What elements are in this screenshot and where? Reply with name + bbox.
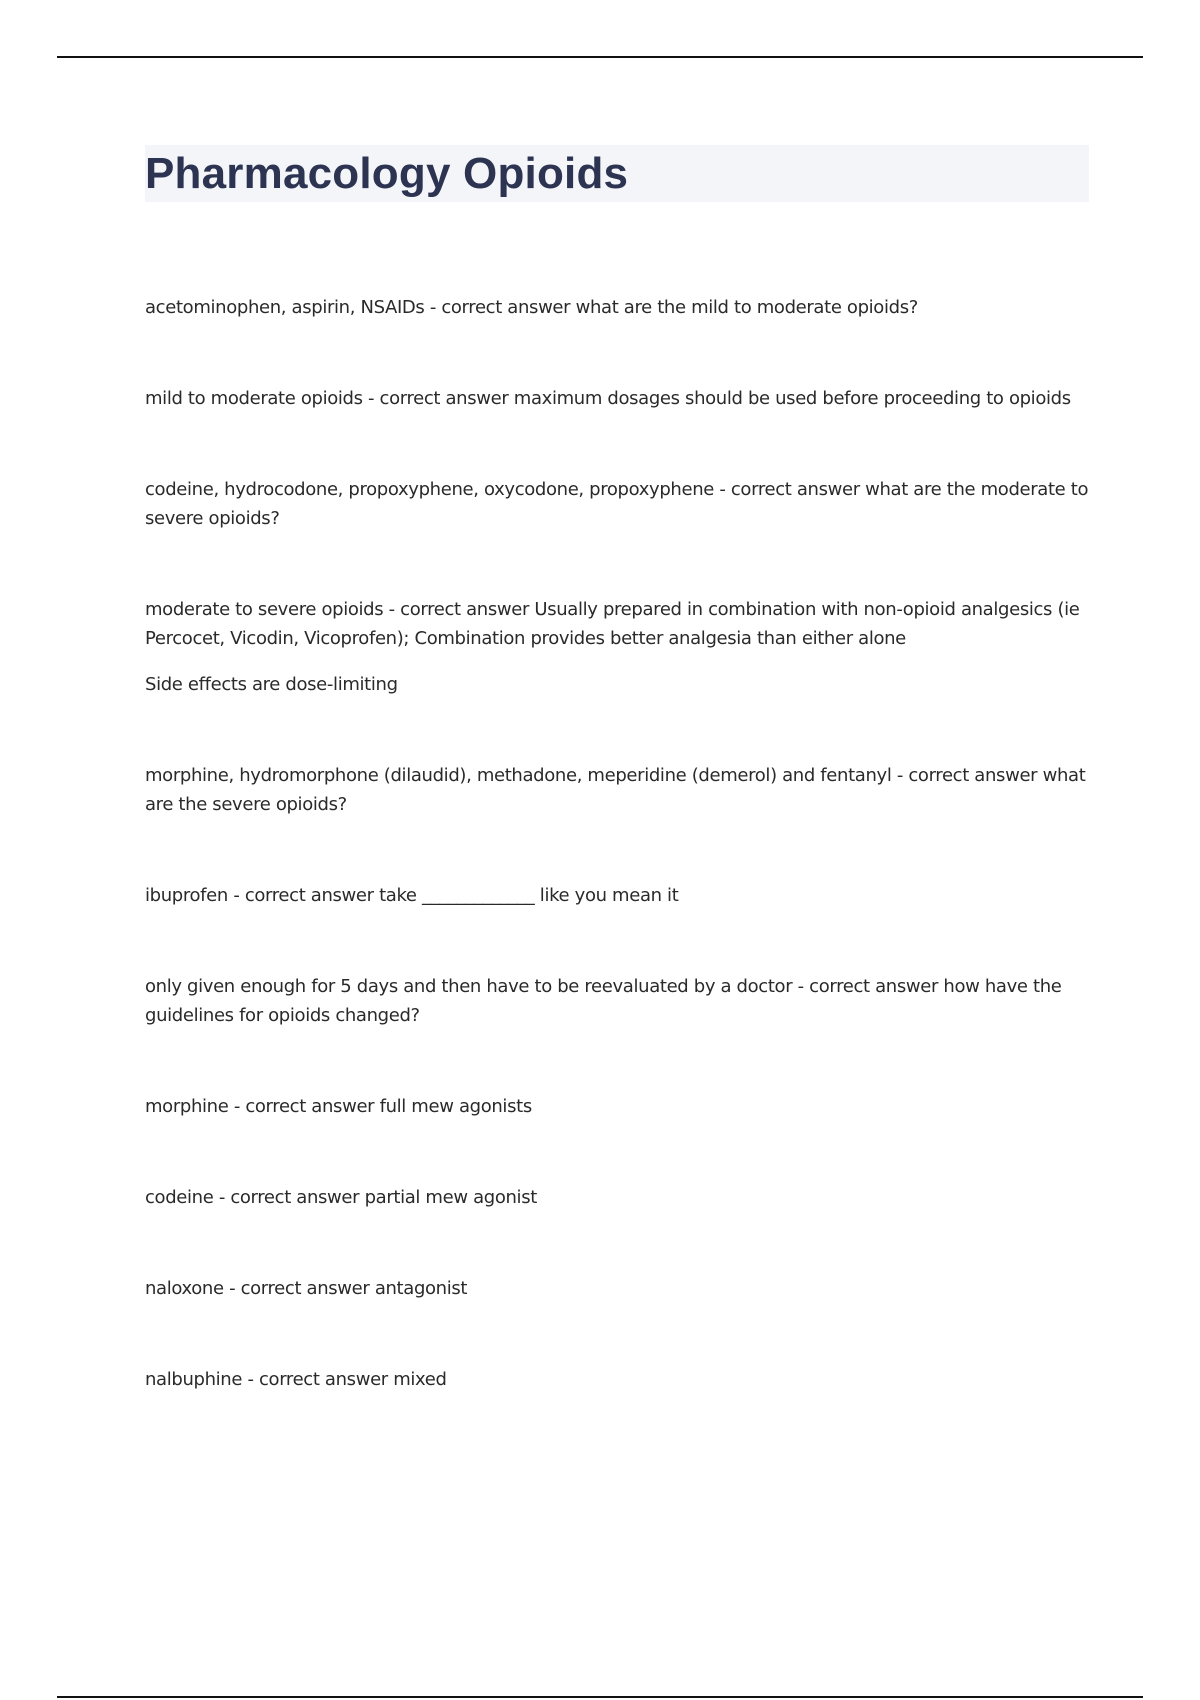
flashcard-list — [145, 293, 1095, 1456]
flashcard-extra-text: Side effects are dose-limiting — [145, 674, 398, 695]
flashcard-text: naloxone - correct answer antagonist — [145, 1278, 468, 1299]
flashcard — [145, 475, 1095, 533]
flashcard-text: only given enough for 5 days and then have to be reevaluated by a doctor - correct answer how have the guidelines for opioids changed? — [145, 976, 1062, 1026]
flashcard — [145, 595, 1095, 699]
flashcard-text: acetominophen, aspirin, NSAIDs - correct answer what are the mild to moderate opioids? — [145, 297, 918, 318]
flashcard-text: mild to moderate opioids - correct answer maximum dosages should be used before proceeding to opioids — [145, 388, 1071, 409]
flashcard — [145, 1365, 1095, 1394]
flashcard — [145, 1183, 1095, 1212]
flashcard — [145, 1092, 1095, 1121]
flashcard-text: codeine - correct answer partial mew agonist — [145, 1187, 537, 1208]
flashcard — [145, 881, 1095, 910]
flashcard-text: moderate to severe opioids - correct answer Usually prepared in combination with non-opioid analgesics (ie Percocet, Vicodin, Vicoprofen); Combination provides better analgesia than either alone — [145, 599, 1080, 649]
flashcard — [145, 293, 1095, 322]
flashcard-text: morphine - correct answer full mew agonists — [145, 1096, 532, 1117]
flashcard-text: morphine, hydromorphone (dilaudid), methadone, meperidine (demerol) and fentanyl - correct answer what are the severe opioids? — [145, 765, 1086, 815]
flashcard — [145, 1274, 1095, 1303]
title-band — [145, 145, 1089, 202]
page-title: Pharmacology Opioids — [145, 149, 629, 198]
flashcard — [145, 761, 1095, 819]
top-rule — [57, 56, 1143, 58]
flashcard-text: ibuprofen - correct answer take _____________ like you mean it — [145, 885, 679, 906]
flashcard — [145, 384, 1095, 413]
bottom-rule — [57, 1696, 1143, 1698]
flashcard-text: nalbuphine - correct answer mixed — [145, 1369, 447, 1390]
flashcard-text: codeine, hydrocodone, propoxyphene, oxycodone, propoxyphene - correct answer what are the moderate to severe opioids? — [145, 479, 1089, 529]
flashcard — [145, 972, 1095, 1030]
